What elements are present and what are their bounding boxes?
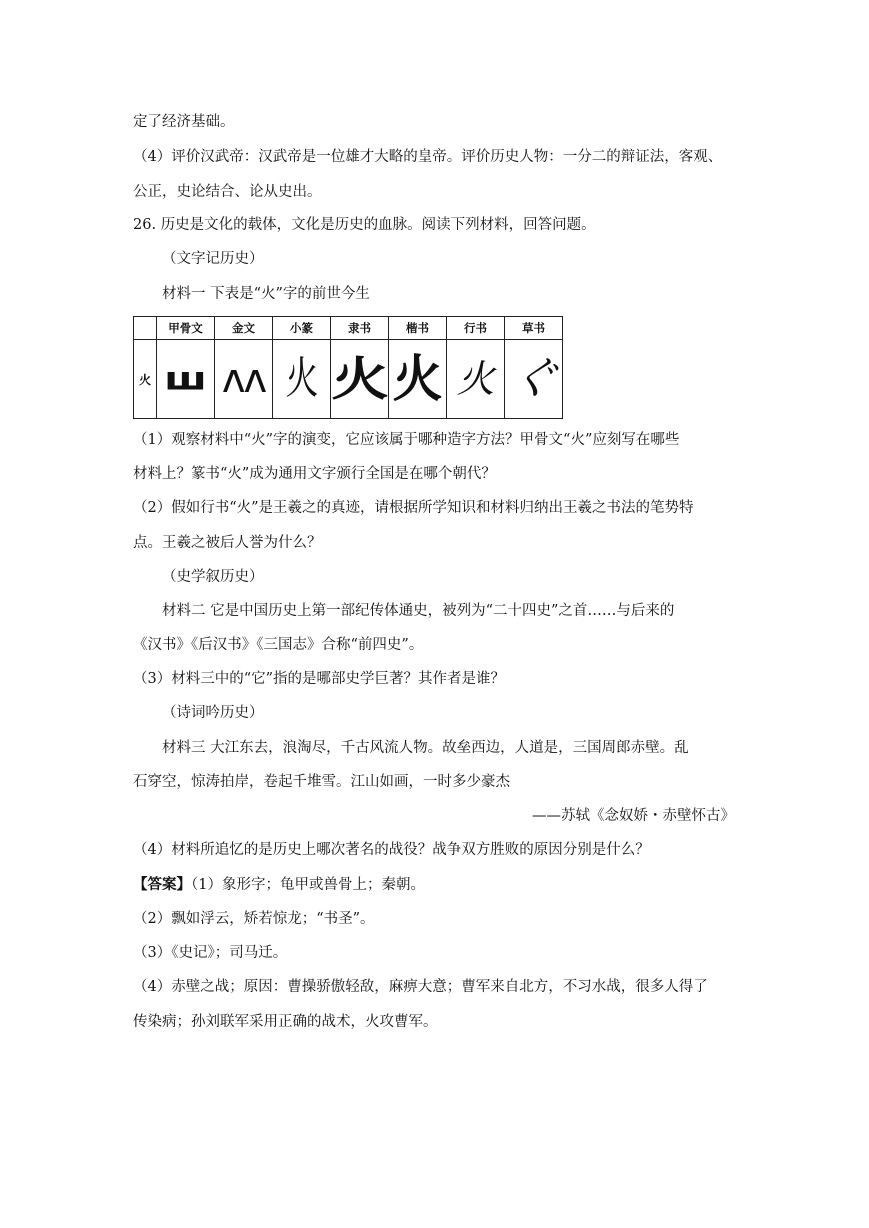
prev-answer-line-2: （4）评价汉武帝：汉武帝是一位雄才大略的皇帝。评价历史人物：一分二的辩证法，客观、 [133,149,723,165]
prev-answer-line-1: 定了经济基础。 [133,114,235,130]
glyph-cell-jinwen [215,340,273,419]
header-lishu: 隶书 [331,317,389,340]
answer-4-line-1: （4）赤壁之战；原因：曹操骄傲轻敌，麻痹大意；曹军来自北方，不习水战，很多人得了 [133,979,708,995]
glyph-cell-lishu [331,340,389,419]
answer-1: （1）象形字；龟甲或兽骨上；秦朝。 [191,877,425,893]
q2-line-2: 点。王羲之被后人誉为什么？ [133,535,322,551]
row-label-huo: 火 [134,340,157,419]
header-xingshu: 行书 [447,317,505,340]
header-xiaozhuan: 小篆 [273,317,331,340]
section-heading-2: （史学叙历史） [162,569,264,585]
table-glyph-row [134,340,563,419]
material-1-intro: 材料一 下表是“火”字的前世今生 [162,286,370,302]
glyph-jinwen: ʌʌ [221,356,266,402]
question-stem: 26. 历史是文化的载体，文化是历史的血脉。阅读下列材料，回答问题。 [133,217,596,233]
glyph-evolution-table [133,316,563,419]
q3: （3）材料三中的“它”指的是哪部史学巨著？其作者是谁？ [133,671,506,687]
glyph-jiaguwen: ш [164,360,207,398]
material-2-line-2: 《汉书》《后汉书》《三国志》合称“前四史”。 [133,637,424,653]
glyph-xingshu: 火 [456,357,495,401]
glyph-cell-xiaozhuan [273,340,331,419]
material-3-line-2: 石穿空，惊涛拍岸，卷起千堆雪。江山如画，一时多少豪杰 [133,774,510,790]
glyph-xiaozhuan: 火 [285,353,318,404]
q2-line-1: （2）假如行书“火”是王羲之的真迹，请根据所学知识和材料归纳出王羲之书法的笔势特 [133,500,694,516]
prev-answer-line-3: 公正，史论结合、论从史出。 [133,184,322,200]
glyph-lishu: 火 [330,352,389,406]
header-caoshu: 草书 [505,317,563,340]
table-corner-cell [134,317,157,340]
answer-4-line-2: 传染病；孙刘联军采用正确的战术，火攻曹军。 [133,1014,438,1030]
table-header-row [134,317,563,340]
header-kaishu: 楷书 [389,317,447,340]
glyph-cell-kaishu [389,340,447,419]
header-jinwen: 金文 [215,317,273,340]
section-heading-1: （文字记历史） [162,251,264,267]
answer-line-1 [133,875,425,895]
section-heading-3: （诗词吟历史） [162,705,264,721]
material-2-line-1: 材料二 它是中国历史上第一部纪传体通史，被列为“二十四史”之首……与后来的 [162,603,675,619]
material-3-source: ——苏轼《念奴娇・赤壁怀古》 [532,808,735,824]
glyph-cell-xingshu [447,340,505,419]
q1-line-2: 材料上？篆书“火”成为通用文字颁行全国是在哪个朝代？ [133,466,496,482]
answer-2: （2）飘如浮云，矫若惊龙；“书圣”。 [133,911,375,927]
q4: （4）材料所追忆的是历史上哪次著名的战役？战争双方胜败的原因分别是什么？ [133,842,650,858]
q1-line-1: （1）观察材料中“火”字的演变，它应该属于哪种造字方法？甲骨文“火”应刻写在哪些 [133,432,680,448]
glyph-caoshu: ぐ [506,353,562,404]
glyph-cell-jiaguwen [157,340,215,419]
glyph-cell-caoshu [505,340,563,419]
answer-3: （3）《史记》；司马迁。 [133,945,288,961]
header-jiaguwen: 甲骨文 [157,317,215,340]
material-3-line-1: 材料三 大江东去，浪淘尽，千古风流人物。故垒西边，人道是，三国周郎赤壁。乱 [162,740,689,756]
answer-label: 【答案】 [133,876,191,893]
glyph-kaishu: 火 [392,349,443,408]
